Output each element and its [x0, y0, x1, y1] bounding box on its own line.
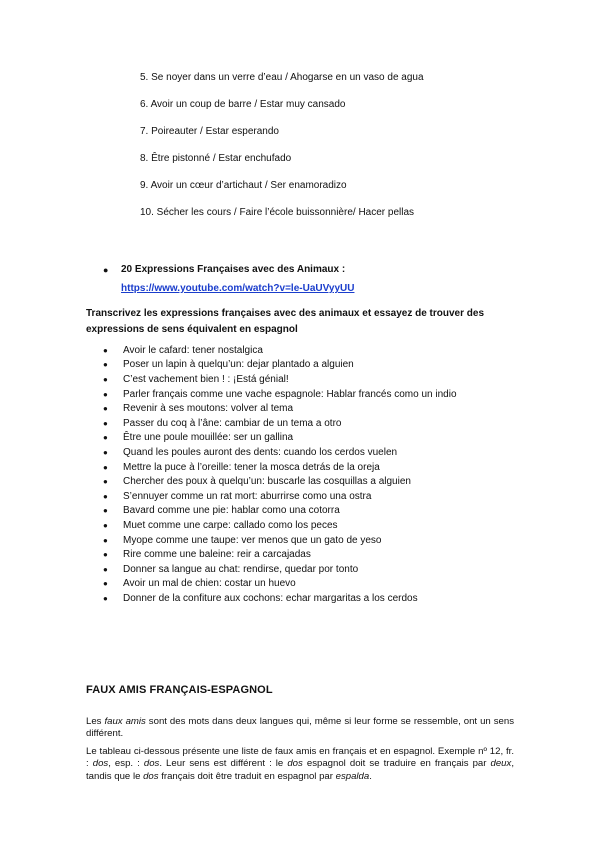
- expression-text: Parler français comme une vache espagnole: Hablar francés como un indio: [123, 388, 457, 400]
- text-run: , tandis que le: [86, 758, 514, 782]
- expression-text: Myope comme une taupe: ver menos que un gato de yeso: [123, 534, 382, 546]
- list-item: [103, 489, 457, 504]
- video-title: 20 Expressions Françaises avec des Animaux :: [121, 264, 346, 275]
- text-run: français doit être traduit en espagnol par: [158, 770, 336, 782]
- expression-text: Avoir un mal de chien: costar un huevo: [123, 578, 296, 590]
- list-item: [103, 431, 457, 446]
- list-item: [103, 562, 457, 577]
- list-item: [103, 387, 457, 402]
- list-item: [103, 504, 457, 519]
- bullet-icon: ●: [103, 520, 108, 530]
- list-item: [103, 577, 457, 592]
- video-link[interactable]: https://www.youtube.com/watch?v=le-UaUVyyUU: [121, 283, 355, 294]
- emphasis-text: espalda: [335, 770, 370, 782]
- bullet-icon: ●: [103, 535, 108, 545]
- expression-text: Rire comme une baleine: reir a carcajadas: [123, 549, 311, 561]
- expression-text: Donner sa langue au chat: rendirse, quedar por tonto: [123, 563, 359, 575]
- bullet-icon: ●: [103, 374, 108, 384]
- emphasis-text: dos: [92, 758, 109, 770]
- text-run: Le tableau ci-dessous présente une liste de faux amis en français et en espagnol. Exemple nº 12, fr. :: [86, 745, 514, 770]
- faux-amis-example: [86, 746, 514, 784]
- expression-text: Être une poule mouillée: ser un gallina: [123, 432, 294, 444]
- list-item: [103, 343, 457, 358]
- expression-text: Revenir à ses moutons: volver al tema: [123, 403, 294, 415]
- expression-text: Bavard comme une pie: hablar como una cotorra: [123, 505, 340, 517]
- list-item: [103, 401, 457, 416]
- list-item: [103, 591, 457, 606]
- list-item: [103, 474, 457, 489]
- list-item: 7. Poireauter / Estar esperando: [140, 126, 279, 137]
- list-item: [103, 518, 457, 533]
- list-item: [103, 533, 457, 548]
- expression-text: Poser un lapin à quelqu’un: dejar plantado a alguien: [123, 359, 354, 371]
- bullet-icon: ●: [103, 433, 108, 443]
- list-item: [103, 460, 457, 475]
- text-run: Les: [86, 715, 105, 727]
- emphasis-text: dos: [143, 770, 159, 782]
- expression-text: Chercher des poux à quelqu’un: buscarle las cosquillas a alguien: [123, 476, 411, 488]
- section-heading: FAUX AMIS FRANÇAIS-ESPAGNOL: [86, 684, 273, 696]
- list-item: [103, 416, 457, 431]
- emphasis-text: deux: [490, 758, 512, 770]
- faux-amis-definition: [86, 716, 514, 741]
- bullet-icon: ●: [103, 506, 108, 516]
- bullet-icon: ●: [103, 418, 108, 428]
- animal-expressions-list: [103, 343, 457, 606]
- expression-text: Muet comme une carpe: callado como los peces: [123, 519, 338, 531]
- expression-text: Quand les poules auront des dents: cuando los cerdos vuelen: [123, 446, 398, 458]
- expression-text: Donner de la confiture aux cochons: echar margaritas a los cerdos: [123, 592, 418, 604]
- text-run: , esp. :: [108, 758, 144, 770]
- list-item: 6. Avoir un coup de barre / Estar muy cansado: [140, 99, 346, 110]
- bullet-icon: ●: [103, 404, 108, 414]
- bullet-icon: ●: [103, 491, 108, 501]
- bullet-icon: ●: [103, 550, 108, 560]
- list-item: 8. Être pistonné / Estar enchufado: [140, 153, 292, 164]
- bullet-icon: ●: [103, 389, 108, 399]
- bullet-icon: ●: [103, 564, 108, 574]
- list-item: [103, 445, 457, 460]
- emphasis-text: dos: [143, 758, 160, 770]
- text-run: . Leur sens est différent : le: [159, 758, 288, 770]
- list-item: 9. Avoir un cœur d’artichaut / Ser enamoradizo: [140, 180, 347, 191]
- expression-text: S’ennuyer comme un rat mort: aburrirse como una ostra: [123, 490, 372, 502]
- bullet-icon: ●: [103, 264, 109, 275]
- list-item: [103, 547, 457, 562]
- expression-text: C’est vachement bien ! : ¡Está génial!: [123, 373, 289, 385]
- bullet-icon: ●: [103, 593, 108, 603]
- expression-text: Passer du coq à l’âne: cambiar de un tema a otro: [123, 417, 342, 429]
- bullet-icon: ●: [103, 462, 108, 472]
- list-item: [103, 372, 457, 387]
- list-item: [103, 358, 457, 373]
- expression-text: Avoir le cafard: tener nostalgica: [123, 344, 263, 356]
- bullet-icon: ●: [103, 477, 108, 487]
- text-run: .: [369, 770, 372, 782]
- video-title-row: [103, 264, 354, 275]
- text-run: sont des mots dans deux langues qui, même si leur forme se ressemble, ont un sens différent.: [86, 715, 514, 740]
- bullet-icon: ●: [103, 360, 108, 370]
- expression-text: Mettre la puce à l’oreille: tener la mosca detrás de la oreja: [123, 461, 380, 473]
- bullet-icon: ●: [103, 345, 108, 355]
- emphasis-text: faux amis: [104, 715, 146, 727]
- video-section: [103, 264, 354, 294]
- list-item: 10. Sécher les cours / Faire l’école buissonnière/ Hacer pellas: [140, 207, 415, 218]
- numbered-expression-list: [140, 72, 424, 234]
- instructions: Transcrivez les expressions françaises avec des animaux et essayez de trouver des expressions de sens équivalent en espagnol: [86, 308, 485, 335]
- list-item: 5. Se noyer dans un verre d’eau / Ahogarse en un vaso de agua: [140, 72, 424, 83]
- bullet-icon: ●: [103, 579, 108, 589]
- emphasis-text: dos: [287, 758, 303, 770]
- bullet-icon: ●: [103, 447, 108, 457]
- text-run: espagnol doit se traduire en français par: [302, 758, 491, 770]
